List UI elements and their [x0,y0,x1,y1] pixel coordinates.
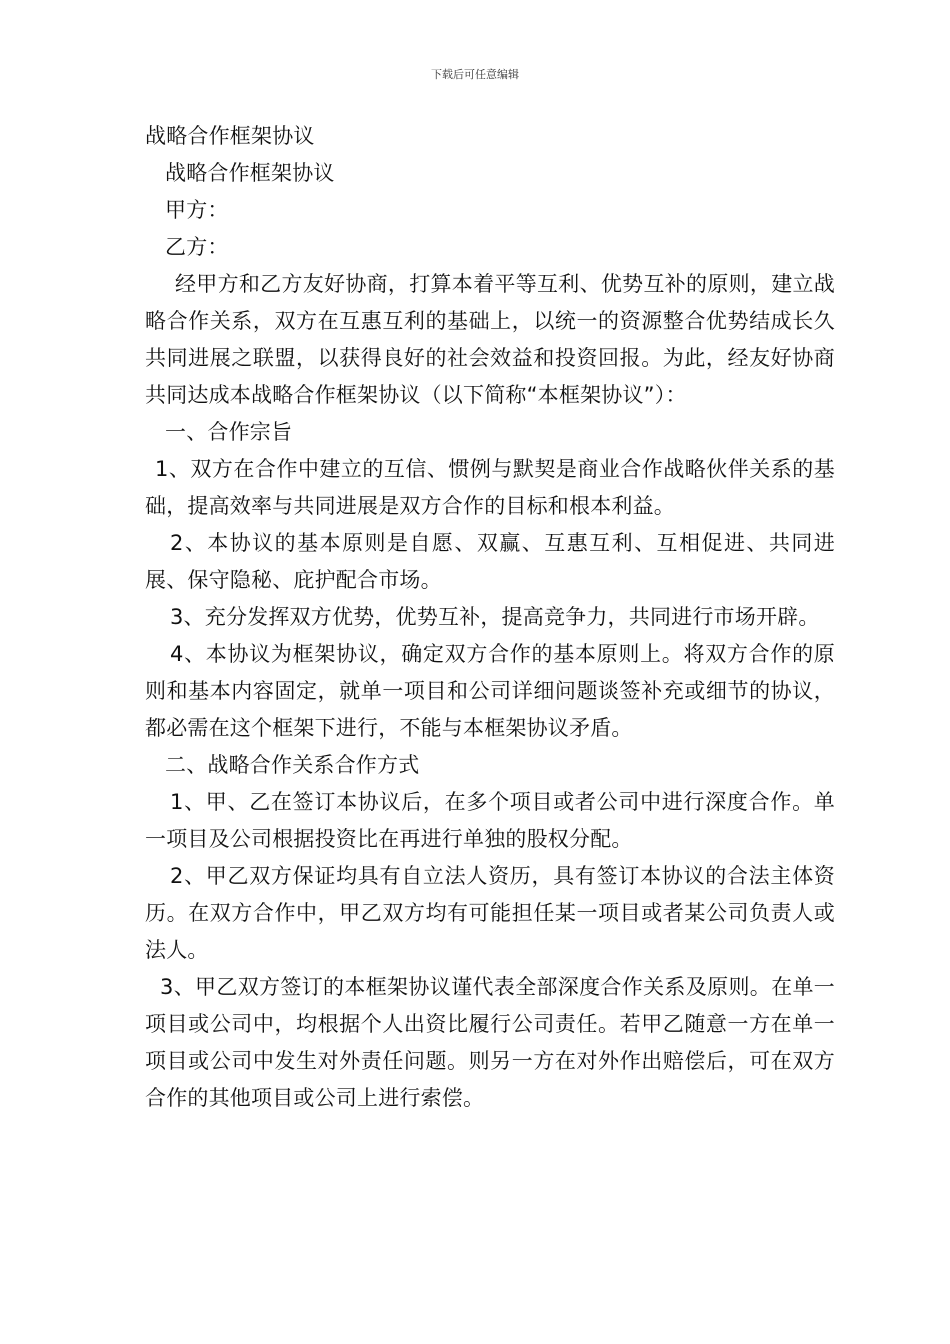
party-b-line: 乙方： [165,235,229,259]
intro-paragraph: 经甲方和乙方友好协商，打算本着平等互利、优势互补的原则，建立战略合作关系，双方在互惠互利的基础上，以统一的资源整合优势结成长久共同进展之联盟，以获得良好的社会效益和投资回报。为此，经友好协商共同达成本战略合作框架协议（以下简称“本框架协议”）： [145,272,835,407]
document-title: 战略合作框架协议 [145,124,315,148]
section-2-heading: 二、战略合作关系合作方式 [165,753,420,777]
section-2-item-2: 2、甲乙双方保证均具有自立法人资历，具有签订本协议的合法主体资历。在双方合作中，甲乙双方均有可能担任某一项目或者某公司负责人或法人。 [145,864,835,962]
section-1-heading: 一、合作宗旨 [165,420,293,444]
party-a-line: 甲方： [165,198,229,222]
section-1-item-3: 3、充分发挥双方优势，优势互补，提高竞争力，共同进行市场开辟。 [170,605,820,629]
header-note: 下载后可任意编辑 [431,68,519,81]
agreement-subtitle: 战略合作框架协议 [165,161,335,185]
document-body [145,118,835,1117]
section-2-item-3: 3、甲乙双方签订的本框架协议谨代表全部深度合作关系及原则。在单一项目或公司中，均根据个人出资比履行公司责任。若甲乙随意一方在单一项目或公司中发生对外责任问题。则另一方在对外作出赔偿后，可在双方合作的其他项目或公司上进行索偿。 [145,975,835,1110]
section-2-item-1: 1、甲、乙在签订本协议后，在多个项目或者公司中进行深度合作。单一项目及公司根据投资比在再进行单独的股权分配。 [145,790,835,851]
section-1-item-2: 2、本协议的基本原则是自愿、双赢、互惠互利、互相促进、共同进展、保守隐秘、庇护配合市场。 [145,531,835,592]
section-1-item-4: 4、本协议为框架协议，确定双方合作的基本原则上。将双方合作的原则和基本内容固定，就单一项目和公司详细问题谈签补充或细节的协议，都必需在这个框架下进行，不能与本框架协议矛盾。 [145,642,835,740]
section-1-item-1: 1、双方在合作中建立的互信、惯例与默契是商业合作战略伙伴关系的基础，提高效率与共同进展是双方合作的目标和根本利益。 [145,457,835,518]
